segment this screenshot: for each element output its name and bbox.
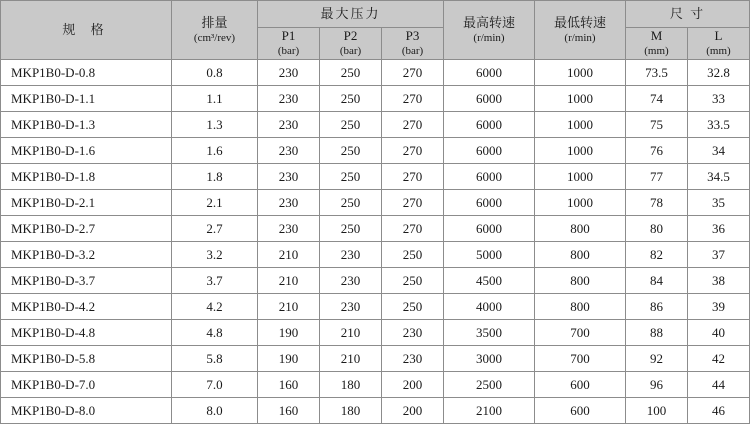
cell-disp: 2.7 [172, 216, 258, 242]
cell-l: 34.5 [688, 164, 750, 190]
cell-disp: 4.2 [172, 294, 258, 320]
cell-max_speed: 6000 [444, 138, 535, 164]
cell-l: 34 [688, 138, 750, 164]
cell-model: MKP1B0-D-1.8 [1, 164, 172, 190]
cell-p2: 250 [320, 86, 382, 112]
header-m-unit: (mm) [644, 45, 669, 58]
header-max-speed-unit: (r/min) [473, 31, 505, 44]
cell-model: MKP1B0-D-7.0 [1, 372, 172, 398]
cell-model: MKP1B0-D-5.8 [1, 346, 172, 372]
header-l [688, 28, 750, 60]
cell-disp: 1.6 [172, 138, 258, 164]
cell-model: MKP1B0-D-1.1 [1, 86, 172, 112]
cell-p2: 250 [320, 138, 382, 164]
cell-l: 40 [688, 320, 750, 346]
cell-l: 35 [688, 190, 750, 216]
header-l-label: L [714, 28, 723, 43]
cell-max_speed: 6000 [444, 86, 535, 112]
cell-l: 46 [688, 398, 750, 424]
table-body [1, 60, 750, 424]
cell-max_speed: 4000 [444, 294, 535, 320]
table-row [1, 372, 750, 398]
cell-max_speed: 3500 [444, 320, 535, 346]
cell-max_speed: 4500 [444, 268, 535, 294]
table-row [1, 398, 750, 424]
cell-p1: 210 [258, 294, 320, 320]
cell-m: 100 [626, 398, 688, 424]
cell-min_speed: 1000 [535, 190, 626, 216]
cell-p2: 230 [320, 294, 382, 320]
cell-min_speed: 1000 [535, 60, 626, 86]
cell-model: MKP1B0-D-4.8 [1, 320, 172, 346]
header-max-speed [444, 1, 535, 60]
cell-p1: 190 [258, 346, 320, 372]
cell-l: 32.8 [688, 60, 750, 86]
cell-m: 73.5 [626, 60, 688, 86]
cell-min_speed: 1000 [535, 138, 626, 164]
cell-disp: 1.1 [172, 86, 258, 112]
header-min-speed-unit: (r/min) [564, 31, 596, 44]
cell-p2: 250 [320, 60, 382, 86]
header-p1-unit: (bar) [277, 45, 300, 58]
cell-m: 75 [626, 112, 688, 138]
cell-p3: 230 [382, 346, 444, 372]
cell-min_speed: 700 [535, 320, 626, 346]
cell-p3: 270 [382, 190, 444, 216]
cell-p2: 250 [320, 216, 382, 242]
cell-model: MKP1B0-D-2.7 [1, 216, 172, 242]
cell-disp: 2.1 [172, 190, 258, 216]
cell-p1: 230 [258, 216, 320, 242]
cell-p1: 230 [258, 112, 320, 138]
cell-model: MKP1B0-D-0.8 [1, 60, 172, 86]
cell-disp: 7.0 [172, 372, 258, 398]
cell-disp: 1.8 [172, 164, 258, 190]
cell-l: 42 [688, 346, 750, 372]
header-dimension-group: 尺 寸 [626, 1, 750, 28]
cell-max_speed: 2100 [444, 398, 535, 424]
cell-model: MKP1B0-D-4.2 [1, 294, 172, 320]
cell-min_speed: 800 [535, 294, 626, 320]
cell-model: MKP1B0-D-3.7 [1, 268, 172, 294]
cell-disp: 3.7 [172, 268, 258, 294]
table-row [1, 112, 750, 138]
header-row-top [1, 1, 750, 28]
cell-disp: 3.2 [172, 242, 258, 268]
cell-min_speed: 800 [535, 268, 626, 294]
table-row [1, 216, 750, 242]
table-row [1, 346, 750, 372]
cell-model: MKP1B0-D-1.3 [1, 112, 172, 138]
cell-l: 39 [688, 294, 750, 320]
cell-p1: 160 [258, 372, 320, 398]
header-displacement-unit: (cm³/rev) [193, 31, 236, 44]
cell-p3: 270 [382, 164, 444, 190]
cell-p3: 270 [382, 216, 444, 242]
cell-min_speed: 800 [535, 216, 626, 242]
cell-p2: 210 [320, 346, 382, 372]
header-max-pressure-group: 最大压力 [258, 1, 444, 28]
cell-model: MKP1B0-D-1.6 [1, 138, 172, 164]
cell-disp: 4.8 [172, 320, 258, 346]
table-row [1, 138, 750, 164]
cell-min_speed: 700 [535, 346, 626, 372]
cell-p1: 230 [258, 86, 320, 112]
header-spec: 规 格 [1, 1, 172, 60]
header-p3 [382, 28, 444, 60]
cell-l: 33 [688, 86, 750, 112]
table-row [1, 164, 750, 190]
cell-p1: 230 [258, 60, 320, 86]
cell-l: 38 [688, 268, 750, 294]
cell-min_speed: 600 [535, 398, 626, 424]
cell-p2: 250 [320, 190, 382, 216]
header-displacement [172, 1, 258, 60]
cell-p1: 230 [258, 190, 320, 216]
cell-p3: 250 [382, 294, 444, 320]
cell-p3: 270 [382, 60, 444, 86]
cell-l: 33.5 [688, 112, 750, 138]
cell-p2: 180 [320, 398, 382, 424]
header-m-label: M [650, 28, 663, 43]
cell-m: 92 [626, 346, 688, 372]
cell-m: 96 [626, 372, 688, 398]
cell-p3: 270 [382, 138, 444, 164]
cell-max_speed: 6000 [444, 112, 535, 138]
cell-p3: 250 [382, 268, 444, 294]
cell-max_speed: 5000 [444, 242, 535, 268]
table-row [1, 268, 750, 294]
table-row [1, 190, 750, 216]
table-row [1, 60, 750, 86]
cell-min_speed: 800 [535, 242, 626, 268]
cell-m: 84 [626, 268, 688, 294]
cell-p1: 190 [258, 320, 320, 346]
cell-max_speed: 6000 [444, 216, 535, 242]
cell-disp: 1.3 [172, 112, 258, 138]
cell-min_speed: 1000 [535, 86, 626, 112]
header-min-speed [535, 1, 626, 60]
cell-p2: 180 [320, 372, 382, 398]
cell-p3: 270 [382, 86, 444, 112]
header-p1 [258, 28, 320, 60]
cell-min_speed: 600 [535, 372, 626, 398]
header-p3-unit: (bar) [401, 45, 424, 58]
cell-m: 76 [626, 138, 688, 164]
cell-max_speed: 6000 [444, 190, 535, 216]
cell-l: 36 [688, 216, 750, 242]
cell-max_speed: 3000 [444, 346, 535, 372]
header-p1-label: P1 [281, 28, 296, 43]
table-row [1, 86, 750, 112]
header-l-unit: (mm) [706, 45, 731, 58]
header-p2-label: P2 [343, 28, 358, 43]
header-displacement-label: 排量 [201, 14, 228, 30]
cell-p1: 230 [258, 138, 320, 164]
cell-max_speed: 6000 [444, 164, 535, 190]
cell-p2: 210 [320, 320, 382, 346]
table-header [1, 1, 750, 60]
header-p3-label: P3 [405, 28, 420, 43]
cell-m: 78 [626, 190, 688, 216]
cell-m: 82 [626, 242, 688, 268]
cell-max_speed: 6000 [444, 60, 535, 86]
cell-p1: 210 [258, 268, 320, 294]
cell-p2: 230 [320, 242, 382, 268]
header-max-speed-label: 最高转速 [462, 14, 515, 30]
cell-p3: 250 [382, 242, 444, 268]
cell-m: 80 [626, 216, 688, 242]
cell-p1: 160 [258, 398, 320, 424]
cell-m: 77 [626, 164, 688, 190]
cell-min_speed: 1000 [535, 164, 626, 190]
cell-disp: 0.8 [172, 60, 258, 86]
cell-p3: 230 [382, 320, 444, 346]
cell-model: MKP1B0-D-8.0 [1, 398, 172, 424]
cell-p2: 230 [320, 268, 382, 294]
cell-m: 86 [626, 294, 688, 320]
cell-m: 88 [626, 320, 688, 346]
cell-p3: 200 [382, 372, 444, 398]
cell-min_speed: 1000 [535, 112, 626, 138]
cell-l: 37 [688, 242, 750, 268]
cell-p2: 250 [320, 112, 382, 138]
cell-m: 74 [626, 86, 688, 112]
cell-p1: 230 [258, 164, 320, 190]
cell-p1: 210 [258, 242, 320, 268]
cell-disp: 8.0 [172, 398, 258, 424]
cell-p3: 200 [382, 398, 444, 424]
cell-p3: 270 [382, 112, 444, 138]
table-row [1, 242, 750, 268]
table-row [1, 294, 750, 320]
header-p2-unit: (bar) [339, 45, 362, 58]
cell-model: MKP1B0-D-2.1 [1, 190, 172, 216]
cell-max_speed: 2500 [444, 372, 535, 398]
table-row [1, 320, 750, 346]
cell-disp: 5.8 [172, 346, 258, 372]
header-m [626, 28, 688, 60]
header-min-speed-label: 最低转速 [553, 14, 606, 30]
header-p2 [320, 28, 382, 60]
cell-p2: 250 [320, 164, 382, 190]
cell-model: MKP1B0-D-3.2 [1, 242, 172, 268]
cell-l: 44 [688, 372, 750, 398]
